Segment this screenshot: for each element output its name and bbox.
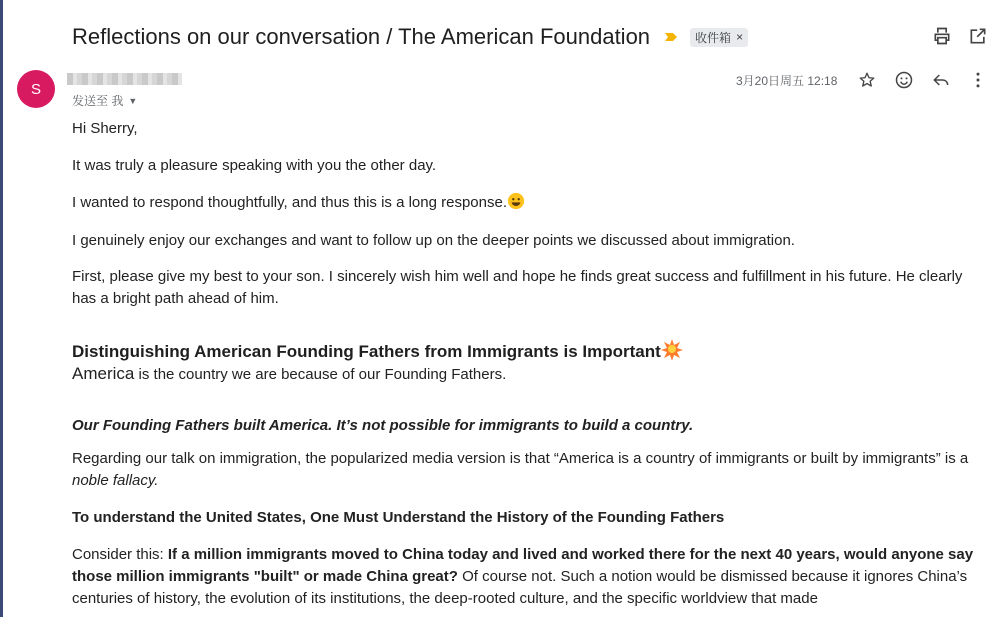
inbox-label-chip[interactable] xyxy=(690,28,748,47)
remove-label-icon[interactable]: × xyxy=(736,30,744,44)
reply-icon[interactable] xyxy=(931,70,951,90)
email-subject: Reflections on our conversation / The American Foundation xyxy=(72,24,651,49)
email-date: 3月20日周五 12:18 xyxy=(736,74,838,88)
body-paragraph xyxy=(72,544,984,610)
body-paragraph xyxy=(72,192,525,217)
body-text: If a million immigrants moved to China today and lived and worked there for the next 40 years, would anyone say those million immigrants "built" or made China great? xyxy=(72,546,974,585)
importance-marker-icon[interactable] xyxy=(664,30,678,44)
body-text: Regarding our talk on immigration, the popularized media version is that “America is a country of immigrants or built by immigrants” is a xyxy=(72,450,969,467)
more-vert-icon[interactable] xyxy=(968,70,988,90)
recipient-details[interactable] xyxy=(72,92,137,109)
print-icon[interactable] xyxy=(932,26,952,46)
body-paragraph: First, please give my best to your son. I sincerely wish him well and hope he finds great success and fulfillment in his future. He clearly has a bright path ahead of him. xyxy=(72,268,963,307)
star-icon[interactable] xyxy=(857,70,877,90)
section-heading xyxy=(72,338,683,366)
body-paragraph: Our Founding Fathers built America. It’s not possible for immigrants to build a country. xyxy=(72,417,694,434)
grinning-face-icon xyxy=(507,192,525,217)
message-actions xyxy=(857,70,988,90)
sender-name-redacted xyxy=(67,73,182,85)
collision-icon xyxy=(661,338,683,366)
chevron-down-icon[interactable]: ▼ xyxy=(128,95,138,106)
window-edge xyxy=(0,0,3,617)
heading-text: Distinguishing American Founding Fathers from Immigrants is Important xyxy=(72,342,661,361)
greeting: Hi Sherry, xyxy=(72,120,138,137)
body-paragraph: To understand the United States, One Must Understand the History of the Founding Fathers xyxy=(72,509,725,526)
subject-row xyxy=(72,22,1000,52)
recipient-text: 发送至 我 xyxy=(72,94,124,108)
body-paragraph xyxy=(72,448,982,492)
thread-actions xyxy=(932,26,988,46)
avatar[interactable]: S xyxy=(17,70,55,108)
open-in-new-icon[interactable] xyxy=(968,26,988,46)
body-text: America xyxy=(72,364,135,383)
body-text: is the country we are because of our Founding Fathers. xyxy=(134,366,507,383)
emoji-icon[interactable] xyxy=(894,70,914,90)
body-text: noble fallacy. xyxy=(72,472,159,489)
body-paragraph: I genuinely enjoy our exchanges and want to follow up on the deeper points we discussed about immigration. xyxy=(72,232,795,249)
body-paragraph xyxy=(72,363,506,386)
body-text: Of course not. Such a notion would be dismissed because it ignores China’s centuries of history, the evolution of its institutions, the deep-rooted culture, and the specific worldview that made xyxy=(72,568,968,607)
inbox-label-text: 收件箱 xyxy=(695,30,732,45)
body-text: I wanted to respond thoughtfully, and thus this is a long response. xyxy=(72,194,507,211)
body-text: Consider this: xyxy=(72,546,168,563)
body-paragraph: It was truly a pleasure speaking with you the other day. xyxy=(72,157,437,174)
